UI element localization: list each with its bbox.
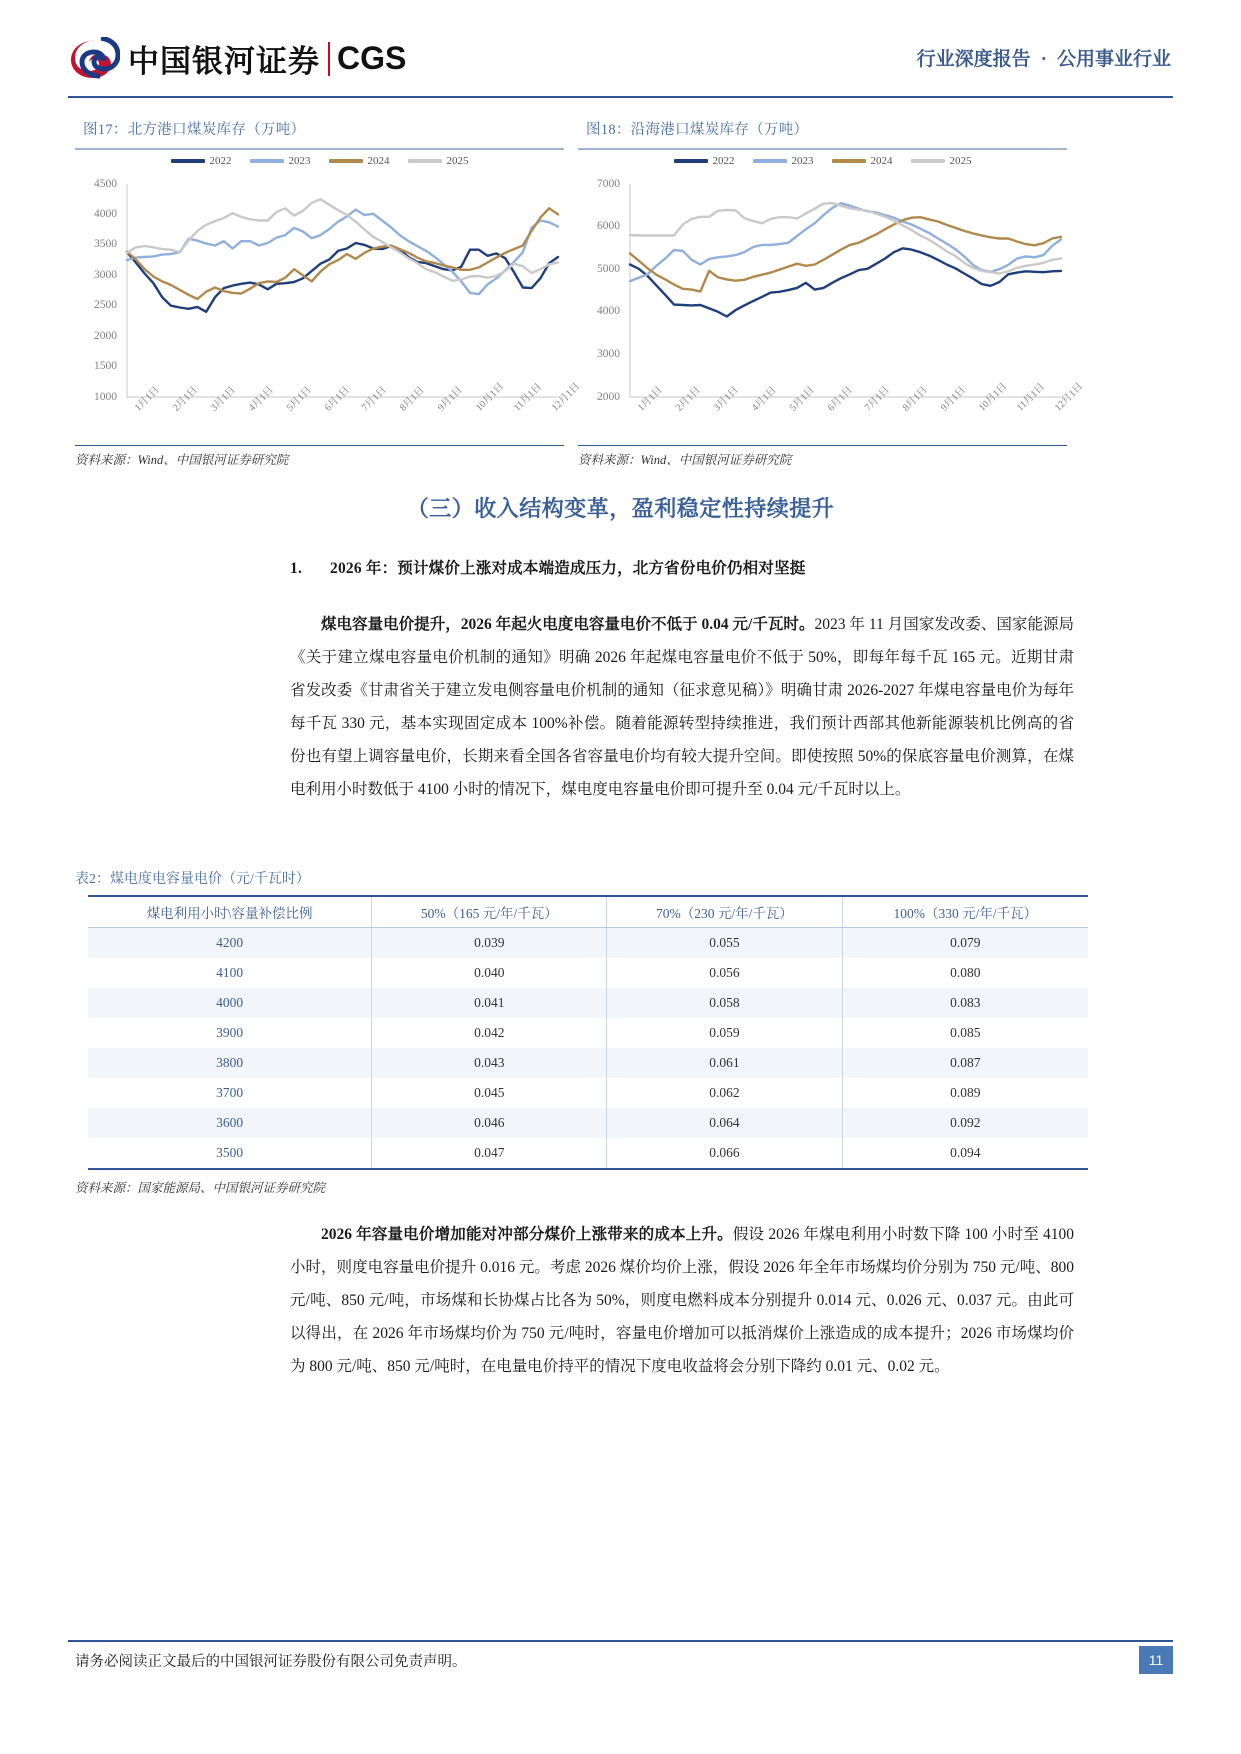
header-report-category <box>917 44 1171 71</box>
paragraph-1-body: 2023 年 11 月国家发改委、国家能源局《关于建立煤电容量电价机制的通知》明确 2026 年起煤电容量电价不低于 50%，即每年每千瓦 165 元。近期甘肃省发改委《甘肃省关于建立发电侧容量电价机制的通知（征求意见稿）》明确甘肃 2026-2027 年煤电容量电价为每年每千瓦 330 元，基本实现固定成本 100%补偿。随着能源转型持续推进，我们预计西部其他新能源装机比例高的省份也有望上调容量电价，长期来看全国各省容量电价均有较大提升空间。即使按照 50%的保底容量电价测算，在煤电利用小时数低于 4100 小时的情况下，煤电度电容量电价即可提升至 0.04 元/千瓦时以上。 <box>290 616 1074 798</box>
table-cell-value: 0.079 <box>842 928 1088 959</box>
y-axis-tick-label: 7000 <box>597 177 620 190</box>
table-cell-value: 0.064 <box>607 1108 842 1138</box>
table-col-header: 煤电利用小时\容量补偿比例 <box>88 896 372 928</box>
paragraph-2-body: 假设 2026 年煤电利用小时数下降 100 小时至 4100 小时，则度电容量电价提升 0.016 元。考虑 2026 煤价均价上涨，假设 2026 年全年市场煤均价分别为 750 元/吨、800 元/吨、850 元/吨，市场煤和长协煤占比各为 50%，则度电燃料成本分别提升 0.014 元、0.026 元、0.037 元。由此可以得出，在 2026 年市场煤均价为 750 元/吨时，容量电价增加可以抵消煤价上涨造成的成本提升；2026 市场煤均价为 800 元/吨、850 元/吨时，在电量电价持平的情况下度电收益将会分别下降约 0.01 元、0.02 元。 <box>290 1226 1074 1375</box>
paragraph-2-lead: 2026 年容量电价增加能对冲部分煤价上涨带来的成本上升。 <box>321 1226 733 1243</box>
table-row <box>88 1108 1088 1138</box>
x-axis-tick-label: 5月1日 <box>284 384 314 414</box>
table-row <box>88 928 1088 959</box>
galaxy-securities-logo-icon <box>68 37 120 81</box>
table-cell-value: 0.059 <box>607 1018 842 1048</box>
series-line-2023 <box>630 203 1061 281</box>
table-cell-value: 0.062 <box>607 1078 842 1108</box>
table-row <box>88 1018 1088 1048</box>
y-axis-tick-label: 3500 <box>94 238 117 251</box>
table-cell-value: 0.055 <box>607 928 842 959</box>
x-axis-tick-label: 9月1日 <box>939 384 969 414</box>
table-col-header: 70%（230 元/年/千瓦） <box>607 896 842 928</box>
x-axis-tick-label: 10月1日 <box>977 380 1010 414</box>
footer-disclaimer: 请务必阅读正文最后的中国银河证券股份有限公司免责声明。 <box>75 1654 467 1670</box>
table-2-title: 表2：煤电度电容量电价（元/千瓦时） <box>75 872 310 887</box>
figure-17-chart-area <box>75 150 583 445</box>
subsection-number: 1. <box>290 560 303 577</box>
x-axis-tick-label: 2月1日 <box>673 384 703 414</box>
figure-17-title: 图17：北方港口煤炭库存（万吨） <box>83 122 306 138</box>
x-axis-tick-label: 4月1日 <box>246 384 276 414</box>
legend-label: 2024 <box>367 154 390 167</box>
x-axis-tick-label: 8月1日 <box>398 384 428 414</box>
table-cell-value: 0.040 <box>372 958 607 988</box>
capacity-price-table <box>88 895 1088 1170</box>
x-axis-tick-label: 2月1日 <box>170 384 200 414</box>
x-axis-tick-label: 11月1日 <box>511 380 545 414</box>
page-header <box>0 0 1241 100</box>
series-line-2022 <box>630 248 1061 316</box>
x-axis-tick-label: 12月1日 <box>1052 380 1086 414</box>
header-divider <box>68 96 1173 98</box>
table-cell-value: 0.041 <box>372 988 607 1018</box>
y-axis-tick-label: 2000 <box>94 329 117 342</box>
page-number-badge: 11 <box>1139 1646 1173 1674</box>
table-cell-hours: 3800 <box>88 1048 372 1078</box>
legend-label: 2023 <box>288 154 311 167</box>
subsection-heading <box>290 556 1080 578</box>
figure-18 <box>578 118 1086 468</box>
legend-label: 2023 <box>791 154 814 167</box>
legend-label: 2022 <box>209 154 232 167</box>
table-head <box>88 896 1088 928</box>
y-axis-tick-label: 4000 <box>94 208 117 221</box>
table-cell-value: 0.061 <box>607 1048 842 1078</box>
subsection-title: 2026 年：预计煤价上涨对成本端造成压力，北方省份电价仍相对坚挺 <box>330 560 806 577</box>
header-separator-dot: · <box>1040 49 1047 70</box>
y-axis-tick-label: 4500 <box>94 177 117 190</box>
series-line-2024 <box>630 217 1061 291</box>
paragraph-cost-offset <box>290 1218 1074 1383</box>
figure-18-title: 图18：沿海港口煤炭库存（万吨） <box>586 122 809 138</box>
x-axis-tick-label: 8月1日 <box>901 384 931 414</box>
table-row <box>88 1078 1088 1108</box>
table-cell-value: 0.094 <box>842 1138 1088 1169</box>
y-axis-tick-label: 6000 <box>597 220 620 233</box>
section-heading: （三）收入结构变革，盈利稳定性持续提升 <box>406 496 835 521</box>
footer-divider <box>68 1640 1173 1642</box>
table-row <box>88 1048 1088 1078</box>
table-cell-value: 0.039 <box>372 928 607 959</box>
table-cell-hours: 3900 <box>88 1018 372 1048</box>
figure-18-chart-area <box>578 150 1086 445</box>
logo-divider <box>328 42 330 76</box>
x-axis-tick-label: 9月1日 <box>436 384 466 414</box>
table-row <box>88 1138 1088 1169</box>
figure-17 <box>75 118 583 468</box>
table-cell-value: 0.047 <box>372 1138 607 1169</box>
series-line-2023 <box>127 209 558 294</box>
x-axis-tick-label: 7月1日 <box>360 384 390 414</box>
logo-chinese-text: 中国银河证券 <box>128 44 320 79</box>
north-port-coal-inventory-chart <box>75 150 583 445</box>
table-row <box>88 958 1088 988</box>
table-cell-value: 0.092 <box>842 1108 1088 1138</box>
table-cell-value: 0.056 <box>607 958 842 988</box>
table-cell-value: 0.045 <box>372 1078 607 1108</box>
table-cell-value: 0.085 <box>842 1018 1088 1048</box>
table-cell-value: 0.042 <box>372 1018 607 1048</box>
coastal-port-coal-inventory-chart <box>578 150 1086 445</box>
table-cell-hours: 3700 <box>88 1078 372 1108</box>
table-cell-value: 0.083 <box>842 988 1088 1018</box>
y-axis-tick-label: 2000 <box>597 390 620 403</box>
x-axis-tick-label: 11月1日 <box>1014 380 1048 414</box>
legend-label: 2024 <box>870 154 893 167</box>
y-axis-tick-label: 3000 <box>597 347 620 360</box>
x-axis-tick-label: 10月1日 <box>474 380 507 414</box>
paragraph-capacity-price <box>290 608 1074 806</box>
logo-english-text: CGS <box>337 40 407 76</box>
table-cell-hours: 4000 <box>88 988 372 1018</box>
y-axis-tick-label: 5000 <box>597 262 620 275</box>
x-axis-tick-label: 5月1日 <box>787 384 817 414</box>
brand-logo <box>68 36 406 81</box>
table-cell-value: 0.058 <box>607 988 842 1018</box>
table-cell-hours: 3600 <box>88 1108 372 1138</box>
table-col-header: 100%（330 元/年/千瓦） <box>842 896 1088 928</box>
y-axis-tick-label: 4000 <box>597 305 620 318</box>
x-axis-tick-label: 1月1日 <box>132 384 162 414</box>
x-axis-tick-label: 3月1日 <box>208 384 238 414</box>
x-axis-tick-label: 3月1日 <box>711 384 741 414</box>
table-col-header: 50%（165 元/年/千瓦） <box>372 896 607 928</box>
legend-label: 2025 <box>949 154 972 167</box>
table-cell-value: 0.043 <box>372 1048 607 1078</box>
table-cell-value: 0.046 <box>372 1108 607 1138</box>
y-axis-tick-label: 1500 <box>94 360 117 373</box>
header-report-type: 行业深度报告 <box>916 49 1031 70</box>
table-2-source: 资料来源：国家能源局、中国银河证券研究院 <box>75 1181 326 1195</box>
table-body <box>88 928 1088 1170</box>
header-industry: 公用事业行业 <box>1056 49 1171 70</box>
table-cell-value: 0.089 <box>842 1078 1088 1108</box>
table-cell-hours: 4200 <box>88 928 372 959</box>
table-cell-value: 0.080 <box>842 958 1088 988</box>
table-cell-value: 0.066 <box>607 1138 842 1169</box>
table-cell-hours: 3500 <box>88 1138 372 1169</box>
x-axis-tick-label: 6月1日 <box>825 384 855 414</box>
x-axis-tick-label: 7月1日 <box>863 384 893 414</box>
legend-label: 2022 <box>712 154 735 167</box>
paragraph-1-lead: 煤电容量电价提升，2026 年起火电度电容量电价不低于 0.04 元/千瓦时。 <box>321 616 815 633</box>
x-axis-tick-label: 6月1日 <box>322 384 352 414</box>
x-axis-tick-label: 12月1日 <box>549 380 583 414</box>
legend-label: 2025 <box>446 154 469 167</box>
figure-18-source: 资料来源：Wind、中国银河证券研究院 <box>578 453 792 468</box>
figure-17-source: 资料来源：Wind、中国银河证券研究院 <box>75 453 289 468</box>
x-axis-tick-label: 4月1日 <box>749 384 779 414</box>
table-row <box>88 988 1088 1018</box>
table-header-row <box>88 896 1088 928</box>
y-axis-tick-label: 2500 <box>94 299 117 312</box>
table-cell-hours: 4100 <box>88 958 372 988</box>
table-cell-value: 0.087 <box>842 1048 1088 1078</box>
y-axis-tick-label: 1000 <box>94 390 117 403</box>
y-axis-tick-label: 3000 <box>94 268 117 281</box>
x-axis-tick-label: 1月1日 <box>635 384 665 414</box>
